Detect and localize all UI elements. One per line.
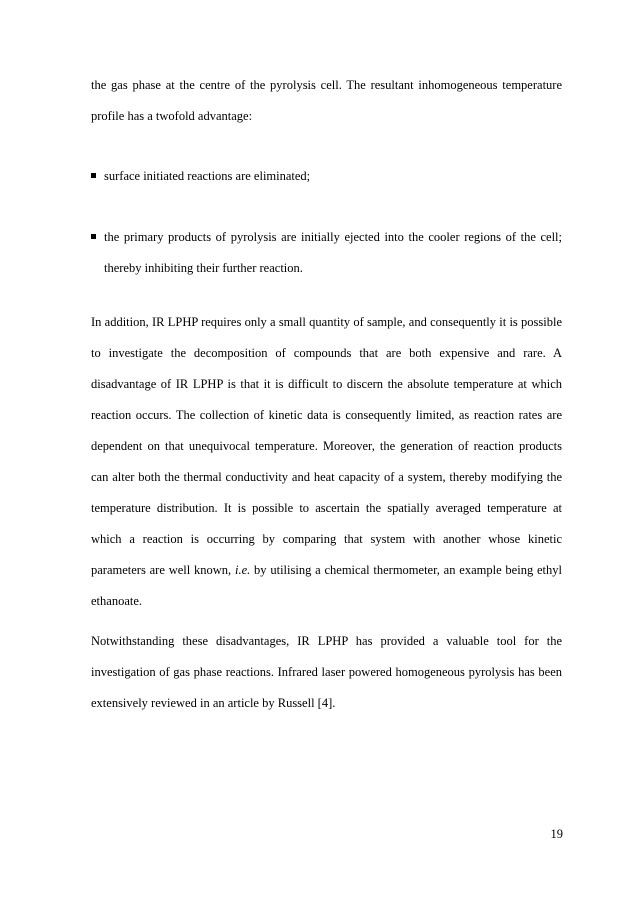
paragraph-conclusion: Notwithstanding these disadvantages, IR LPHP has provided a valuable tool for the investigation of gas phase reactions. Infrared laser powered homogeneous pyrolysis has been extensively reviewed in an article by Russell [4]. (91, 634, 562, 710)
paragraph-disadvantages (91, 307, 562, 617)
square-bullet-icon (91, 173, 96, 178)
paragraph-text: by utilising a chemical thermometer, an example being ethyl ethanoate. (91, 563, 562, 608)
list-item (91, 222, 562, 284)
list-item-text: surface initiated reactions are eliminated; (104, 169, 311, 183)
page-number: 19 (550, 827, 563, 841)
list-item (91, 161, 562, 192)
paragraph-intro: the gas phase at the centre of the pyrolysis cell. The resultant inhomogeneous temperature profile has a twofold advantage: (91, 78, 562, 123)
square-bullet-icon (91, 234, 96, 239)
list-item-text: the primary products of pyrolysis are initially ejected into the cooler regions of the cell; thereby inhibiting their further reaction. (104, 230, 562, 275)
paragraph-text: In addition, IR LPHP requires only a small quantity of sample, and consequently it is possible to investigate the decomposition of compounds that are both expensive and rare. A disadvantage of IR LPHP is that it is difficult to discern the absolute temperature at which reaction occurs. The collection of kinetic data is consequently limited, as reaction rates are dependent on that unequivocal temperature. Moreover, the generation of reaction products can alter both the thermal conductivity and heat capacity of a system, thereby modifying the temperature distribution. It is possible to ascertain the spatially averaged temperature at which a reaction is occurring by comparing that system with another whose kinetic parameters are well known, (91, 315, 562, 577)
italic-abbreviation: i.e. (234, 563, 251, 577)
